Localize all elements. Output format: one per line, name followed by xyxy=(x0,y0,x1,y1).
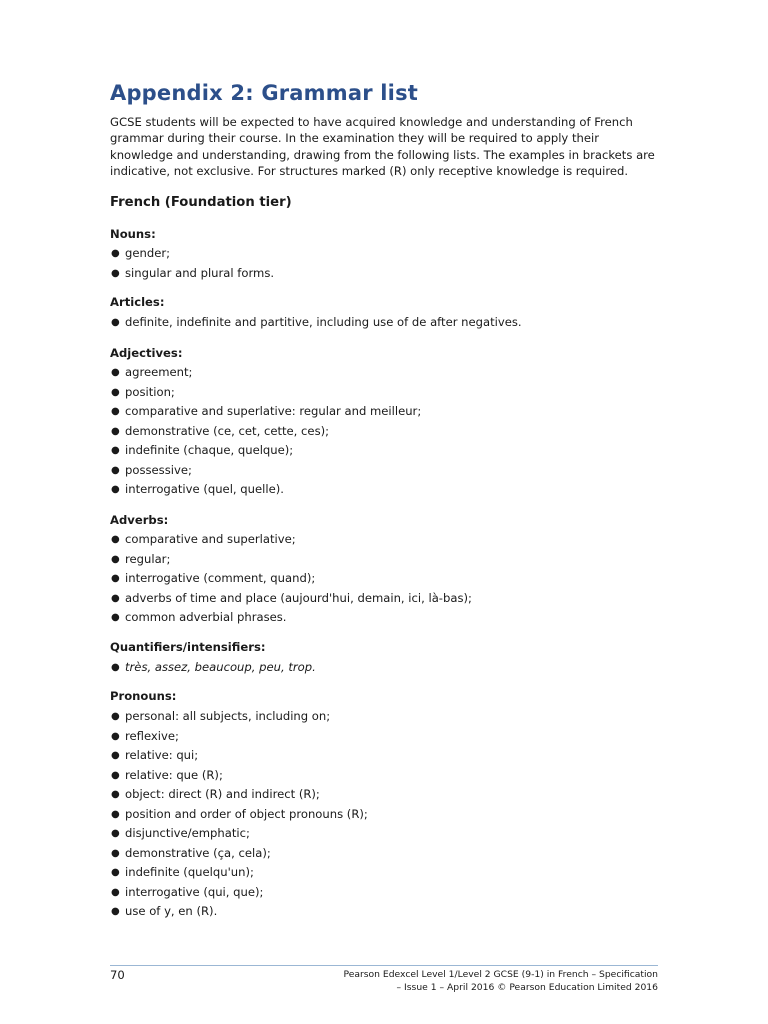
list-item: ● position; xyxy=(110,383,421,403)
list-item: ● reflexive; xyxy=(110,727,368,747)
bullet-icon: ● xyxy=(111,769,120,781)
bullet-icon: ● xyxy=(111,847,120,859)
list-item: ● indefinite (quelqu'un); xyxy=(110,863,368,883)
bullet-icon: ● xyxy=(111,750,120,761)
page-title: Appendix 2: Grammar list xyxy=(110,81,419,105)
list-adverbs xyxy=(110,530,472,628)
list-item: ● disjunctive/emphatic; xyxy=(110,824,368,844)
bullet-icon: ● xyxy=(111,484,120,495)
document-page xyxy=(110,0,658,1024)
bullet-icon: ● xyxy=(111,906,120,917)
bullet-icon: ● xyxy=(111,386,120,398)
bullet-icon: ● xyxy=(111,592,120,604)
list-item: ● comparative and superlative: regular and meilleur; xyxy=(110,402,421,422)
bullet-icon: ● xyxy=(111,445,120,456)
list-item: ● definite, indefinite and partitive, including use of de after negatives. xyxy=(110,313,522,333)
list-item: ● relative: que (R); xyxy=(110,766,368,786)
bullet-icon: ● xyxy=(111,612,120,623)
list-item: ● use of y, en (R). xyxy=(110,902,368,922)
bullet-icon: ● xyxy=(111,464,120,476)
list-item: ● personal: all subjects, including on; xyxy=(110,707,368,727)
bullet-icon: ● xyxy=(111,886,120,898)
section-heading-articles: Articles: xyxy=(110,295,165,309)
list-quantifiers xyxy=(110,658,316,678)
list-item: ● interrogative (quel, quelle). xyxy=(110,480,421,500)
bullet-icon: ● xyxy=(111,425,120,437)
page-number: 70 xyxy=(110,968,125,982)
list-item: ● agreement; xyxy=(110,363,421,383)
list-item: ● possessive; xyxy=(110,461,421,481)
list-item: ● demonstrative (ce, cet, cette, ces); xyxy=(110,422,421,442)
bullet-icon: ● xyxy=(111,828,120,839)
list-item: ● très, assez, beaucoup, peu, trop. xyxy=(110,658,316,678)
list-item: ● object: direct (R) and indirect (R); xyxy=(110,785,368,805)
footer-line-2: – Issue 1 – April 2016 © Pearson Education Limited 2016 xyxy=(396,981,658,993)
list-item: ● singular and plural forms. xyxy=(110,264,274,284)
bullet-icon: ● xyxy=(111,367,120,378)
bullet-icon: ● xyxy=(111,267,120,279)
list-item: ● interrogative (comment, quand); xyxy=(110,569,472,589)
list-adjectives xyxy=(110,363,421,500)
bullet-icon: ● xyxy=(111,317,120,328)
bullet-icon: ● xyxy=(111,711,120,722)
list-item: ● regular; xyxy=(110,550,472,570)
footer-citation xyxy=(344,969,659,994)
list-item: ● position and order of object pronouns (R); xyxy=(110,805,368,825)
list-item: ● demonstrative (ça, cela); xyxy=(110,844,368,864)
list-item: ● common adverbial phrases. xyxy=(110,608,472,628)
list-pronouns xyxy=(110,707,368,922)
footer-divider xyxy=(110,965,658,966)
list-item: ● relative: qui; xyxy=(110,746,368,766)
section-heading-quantifiers: Quantifiers/intensifiers: xyxy=(110,640,266,654)
bullet-icon: ● xyxy=(111,730,120,742)
list-item: ● indefinite (chaque, quelque); xyxy=(110,441,421,461)
tier-heading: French (Foundation tier) xyxy=(110,195,292,210)
bullet-icon: ● xyxy=(111,534,120,545)
bullet-icon: ● xyxy=(111,406,120,417)
intro-paragraph: GCSE students will be expected to have acquired knowledge and understanding of French grammar during their course. In the examination they will be required to apply their knowledge and understanding, drawing from the following lists. The examples in brackets are indicative, not exclusive. For structures marked (R) only receptive knowledge is required. xyxy=(110,115,655,179)
bullet-icon: ● xyxy=(111,248,120,259)
list-item: ● gender; xyxy=(110,244,274,264)
bullet-icon: ● xyxy=(111,553,120,565)
list-item: ● adverbs of time and place (aujourd'hui, demain, ici, là-bas); xyxy=(110,589,472,609)
bullet-icon: ● xyxy=(111,808,120,820)
list-item: ● comparative and superlative; xyxy=(110,530,472,550)
section-heading-adverbs: Adverbs: xyxy=(110,513,169,527)
bullet-icon: ● xyxy=(111,662,120,673)
bullet-icon: ● xyxy=(111,867,120,878)
list-nouns xyxy=(110,244,274,283)
bullet-icon: ● xyxy=(111,573,120,584)
section-heading-pronouns: Pronouns: xyxy=(110,689,177,703)
bullet-icon: ● xyxy=(111,789,120,800)
footer-line-1: Pearson Edexcel Level 1/Level 2 GCSE (9-1) in French – Specification xyxy=(343,969,658,980)
list-articles xyxy=(110,313,522,333)
section-heading-adjectives: Adjectives: xyxy=(110,346,183,360)
list-item: ● interrogative (qui, que); xyxy=(110,883,368,903)
section-heading-nouns: Nouns: xyxy=(110,227,156,241)
